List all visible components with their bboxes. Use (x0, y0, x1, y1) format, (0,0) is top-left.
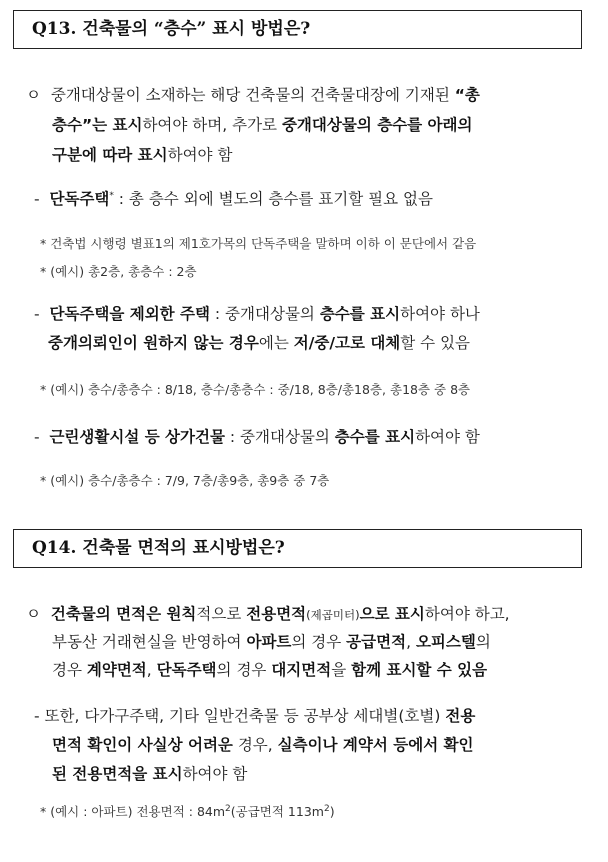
q13-note-2: * (예시) 총2층, 총층수 : 2층 (40, 264, 197, 279)
q14-heading-box (13, 529, 582, 568)
commercial-title: 근린생활시설 등 상가건물 (49, 428, 225, 446)
q14-note: * (예시 : 아파트) 전용면적 : $84m^2$(공급면적 $113m^2$) (40, 803, 335, 819)
q13-intro-line-1: ㅇ 중개대상물이 소재하는 해당 건축물의 건축물대장에 기재된 “총 (26, 86, 480, 104)
q14-intro-line-3: 경우 계약면적, 단독주택의 경우 대지면적을 함께 표시할 수 있음 (52, 661, 488, 679)
q13-heading: Q13. 건축물의 “층수” 표시 방법은? (32, 19, 311, 39)
other-house-line-2: 중개의뢰인이 원하지 않는 경우에는 저/중/고로 대체할 수 있음 (48, 334, 471, 352)
q14-sub-line-2: 면적 확인이 사실상 어려운 경우, 실측이나 계약서 등에서 확인 (52, 736, 474, 754)
other-house-title: 단독주택을 제외한 주택 (49, 305, 210, 323)
single-house-item: - 단독주택* : 총 층수 외에 별도의 층수를 표기할 필요 없음 (34, 190, 433, 208)
q13-note-4: * (예시) 층수/총층수 : 7/9, 7층/총9층, 총9층 중 7층 (40, 473, 330, 488)
q14-heading: Q14. 건축물 면적의 표시방법은? (32, 538, 285, 558)
q14-intro-line-1: ㅇ 건축물의 면적은 원칙적으로 전용면적(제곱미터)으로 표시하여야 하고, (26, 605, 510, 623)
bullet-marker: ㅇ (26, 605, 41, 623)
single-house-title: 단독주택 (49, 190, 110, 208)
q13-intro-line-2: 층수”는 표시하여야 하며, 추가로 중개대상물의 층수를 아래의 (52, 116, 473, 134)
q13-note-1: * 건축법 시행령 별표1의 제1호가목의 단독주택을 말하며 이하 이 문단에서 같음 (40, 236, 477, 251)
bullet-marker: ㅇ (26, 86, 41, 104)
q14-sub-line-1: - 또한, 다가구주택, 기타 일반건축물 등 공부상 세대별(호별) 전용 (34, 707, 476, 725)
q14-sub-line-3: 된 전용면적을 표시하여야 함 (52, 765, 248, 783)
q14-intro-line-2: 부동산 거래현실을 반영하여 아파트의 경우 공급면적, 오피스텔의 (52, 633, 491, 651)
commercial-item: - 근린생활시설 등 상가건물 : 중개대상물의 층수를 표시하여야 함 (34, 428, 480, 446)
q13-heading-box (13, 10, 582, 49)
q13-intro-line-3: 구분에 따라 표시하여야 함 (52, 146, 233, 164)
other-house-line-1: - 단독주택을 제외한 주택 : 중개대상물의 층수를 표시하여야 하나 (34, 305, 480, 323)
q13-note-3: * (예시) 층수/총층수 : 8/18, 층수/총층수 : 중/18, 8층/총18층, 총18층 중 8층 (40, 382, 471, 397)
